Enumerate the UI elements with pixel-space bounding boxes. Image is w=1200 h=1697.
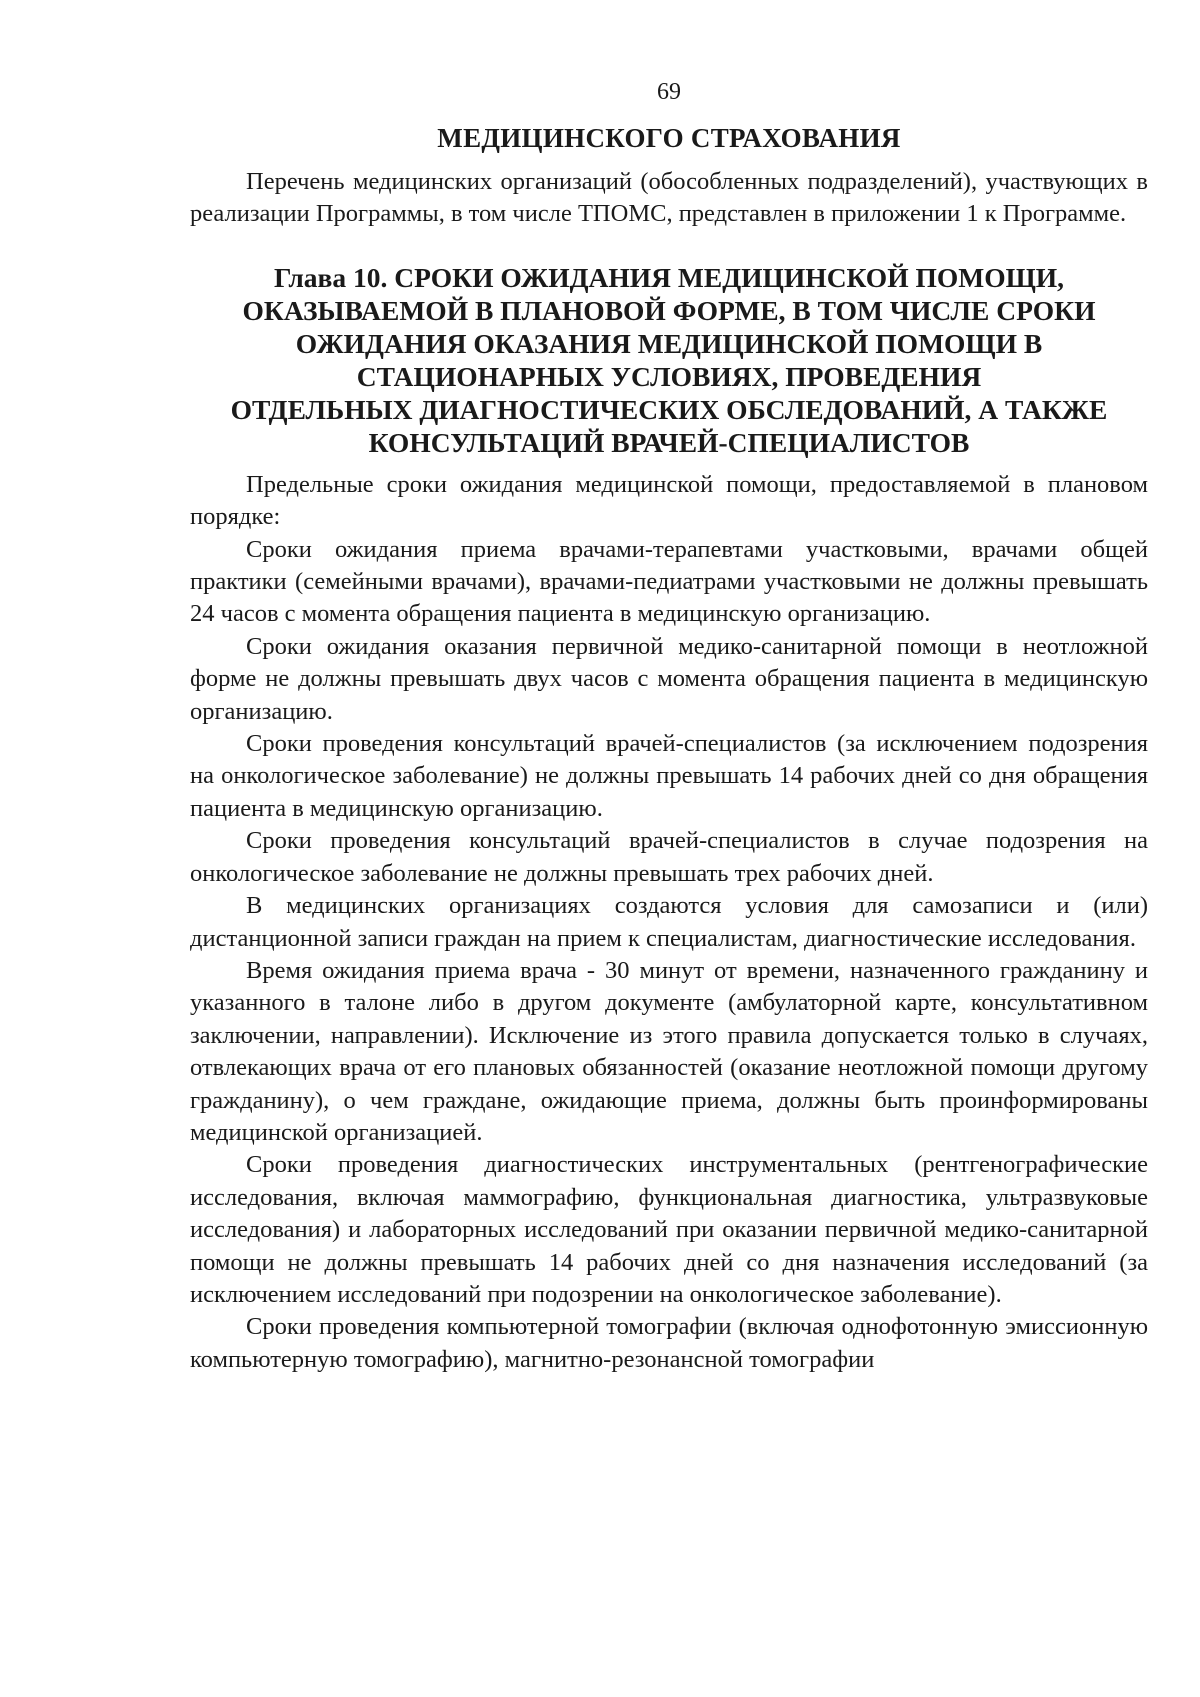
page-number: 69: [657, 79, 681, 105]
section-heading: МЕДИЦИНСКОГО СТРАХОВАНИЯ: [437, 123, 901, 153]
document-page: [190, 78, 1148, 1678]
chapter-title-line: СТАЦИОНАРНЫХ УСЛОВИЯХ, ПРОВЕДЕНИЯ: [356, 360, 982, 392]
body-paragraph: Сроки проведения компьютерной томографии (включая однофотонную эмиссионную компьютерную томографию), магнитно-резонансной томографии: [190, 1313, 1148, 1373]
chapter-title-line: Глава 10. СРОКИ ОЖИДАНИЯ МЕДИЦИНСКОЙ ПОМОЩИ,: [273, 261, 1065, 293]
body-paragraph: Сроки ожидания приема врачами-терапевтами участковыми, врачами общей практики (семейными врачами), врачами-педиатрами участковыми не должны превышать 24 часов с момента обращения пациента в медицинскую организацию.: [190, 535, 1148, 628]
body-paragraph: Сроки ожидания оказания первичной медико-санитарной помощи в неотложной форме не должны превышать двух часов с момента обращения пациента в медицинскую организацию.: [190, 632, 1148, 725]
body-paragraph: Сроки проведения диагностических инструментальных (рентгенографические исследования, включая маммографию, функциональная диагностика, ультразвуковые исследования) и лабораторных исследований при оказании первичной медико-санитарной помощи не должны превышать 14 рабочих дней со дня назначения исследований (за исключением исследований при подозрении на онкологическое заболевание).: [190, 1151, 1148, 1308]
intro-paragraph: Перечень медицинских организаций (обособленных подразделений), участвующих в реализации Программы, в том числе ТПОМС, представлен в приложении 1 к Программе.: [190, 168, 1148, 228]
body-paragraph: Сроки проведения консультаций врачей-специалистов (за исключением подозрения на онкологическое заболевание) не должны превышать 14 рабочих дней со дня обращения пациента в медицинскую организацию.: [190, 730, 1148, 822]
chapter-body: [190, 469, 1148, 1376]
chapter-title-line: ОТДЕЛЬНЫХ ДИАГНОСТИЧЕСКИХ ОБСЛЕДОВАНИЙ, А ТАКЖЕ: [230, 393, 1108, 425]
body-paragraph: Предельные сроки ожидания медицинской помощи, предоставляемой в плановом порядке:: [190, 470, 1148, 531]
body-paragraph: В медицинских организациях создаются условия для самозаписи и (или) дистанционной записи граждан на прием к специалистам, диагностические исследования.: [190, 892, 1148, 952]
body-paragraph: Время ожидания приема врача - 30 минут от времени, назначенного гражданину и указанного в талоне либо в другом документе (амбулаторной карте, консультативном заключении, направлении). Исключение из этого правила допускается только в случаях, отвлекающих врача от его плановых обязанностей (оказание неотложной помощи другому гражданину), о чем граждане, ожидающие приема, должны быть проинформированы медицинской организацией.: [190, 956, 1148, 1146]
chapter-title: [190, 261, 1148, 459]
chapter-title-line: КОНСУЛЬТАЦИЙ ВРАЧЕЙ-СПЕЦИАЛИСТОВ: [368, 426, 970, 458]
chapter-title-line: ОКАЗЫВАЕМОЙ В ПЛАНОВОЙ ФОРМЕ, В ТОМ ЧИСЛЕ СРОКИ: [242, 294, 1096, 326]
body-paragraph: Сроки проведения консультаций врачей-специалистов в случае подозрения на онкологическое заболевание не должны превышать трех рабочих дней.: [190, 827, 1148, 887]
chapter-title-line: ОЖИДАНИЯ ОКАЗАНИЯ МЕДИЦИНСКОЙ ПОМОЩИ В: [295, 327, 1043, 359]
